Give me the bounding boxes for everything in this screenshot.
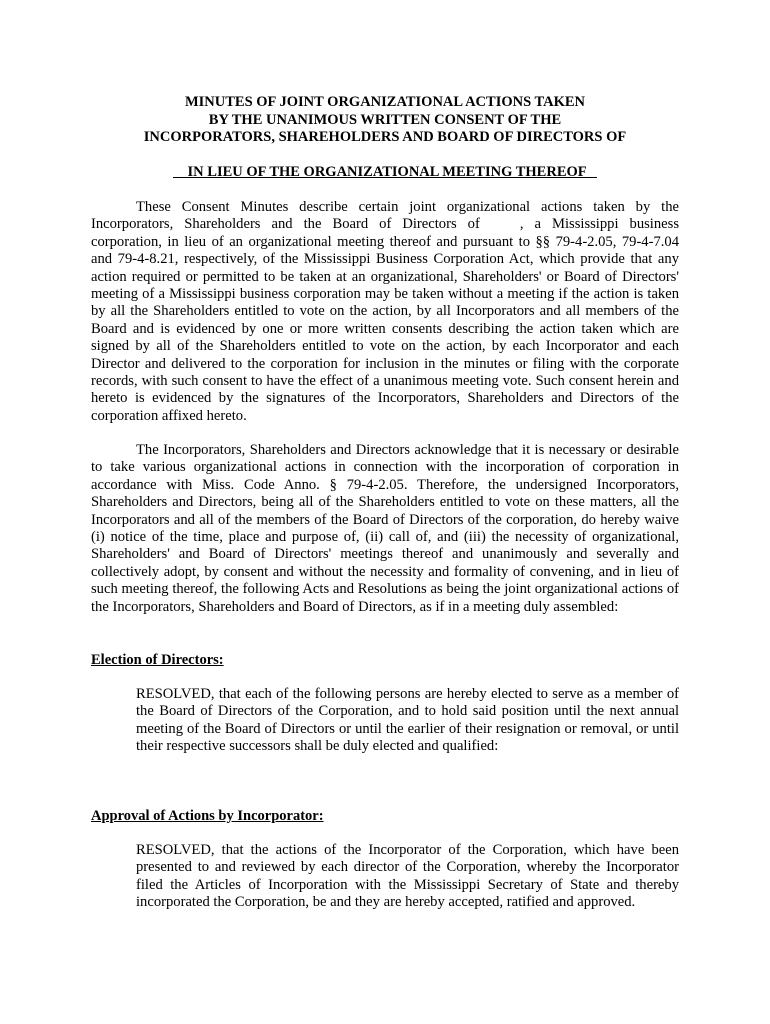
intro-text-part-2: , a Mississippi business corporation, in lieu of an organizational meeting thereof and pursuant to §§ 79-4-2.05, 79-4-7.04 and 79-4-8.21, respectively, of the Mississippi Business Corporation Act, which provide that any action required or permitted to be taken at an organizational, Shareholders' or Board of Directors' meeting of a Mississippi business corporation may be taken without a meeting if the action is taken by all the Shareholders entitled to vote on the action, by all Incorporators and all members of the Board and is evidenced by one or more written consents describing the action taken which are signed by all of the Shareholders entitled to vote on the action, by each Incorporator and each Director and delivered to the corporation for inclusion in the minutes or filing with the corporate records, with such consent to have the effect of a unanimous meeting vote. Such consent herein and hereto is evidenced by the signatures of the Incorporators, Shareholders and Directors of the corporation affixed hereto. bbox=[91, 216, 679, 424]
title-line-2: BY THE UNANIMOUS WRITTEN CONSENT OF THE bbox=[208, 111, 562, 128]
election-resolution: RESOLVED, that each of the following persons are hereby elected to serve as a member of the Board of Directors of the Corporation, and to hold said position until the next annual meeting of the Board of Directors or until the earlier of their resignation or removal, or until their respective successors shall be duly elected and qualified: bbox=[136, 686, 679, 755]
intro-text-part-1: These Consent Minutes describe certain joint organizational actions taken by the Incorporators, Shareholders and the Board of Directors of bbox=[91, 199, 679, 233]
document-title bbox=[0, 94, 770, 147]
acknowledgement-paragraph: The Incorporators, Shareholders and Directors acknowledge that it is necessary or desirable to take various organizational actions in connection with the incorporation of corporation in accordance with Miss. Code Anno. § 79-4-2.05. Therefore, the undersigned Incorporators, Shareholders and Directors, being all of the Shareholders entitled to vote on these matters, all the Incorporators and all of the members of the Board of Directors of the corporation, do hereby waive (i) notice of the time, place and purpose of, (ii) call of, and (iii) the necessity of organizational, Shareholders' and Board of Directors' meetings thereof and unanimously and severally and collectively adopt, by consent and without the necessity and formality of convening, and in lieu of such meeting thereof, the following Acts and Resolutions as being the joint organizational actions of the Incorporators, Shareholders and Board of Directors, as if in a meeting duly assembled: bbox=[91, 442, 679, 615]
subtitle-text: IN LIEU OF THE ORGANIZATIONAL MEETING THEREOF bbox=[187, 164, 587, 180]
subtitle-underlined bbox=[173, 164, 597, 180]
election-heading: Election of Directors: bbox=[91, 652, 224, 668]
title-line-1: MINUTES OF JOINT ORGANIZATIONAL ACTIONS TAKEN bbox=[184, 94, 586, 110]
intro-paragraph bbox=[91, 199, 679, 425]
approval-heading: Approval of Actions by Incorporator: bbox=[91, 808, 324, 824]
document-subtitle bbox=[0, 164, 770, 182]
title-line-3: INCORPORATORS, SHAREHOLDERS AND BOARD OF DIRECTORS OF bbox=[143, 129, 627, 145]
approval-resolution: RESOLVED, that the actions of the Incorporator of the Corporation, which have been presented to and reviewed by each director of the Corporation, whereby the Incorporator filed the Articles of Incorporation with the Mississippi Secretary of State and thereby incorporated the Corporation, be and they are hereby accepted, ratified and approved. bbox=[136, 842, 679, 911]
